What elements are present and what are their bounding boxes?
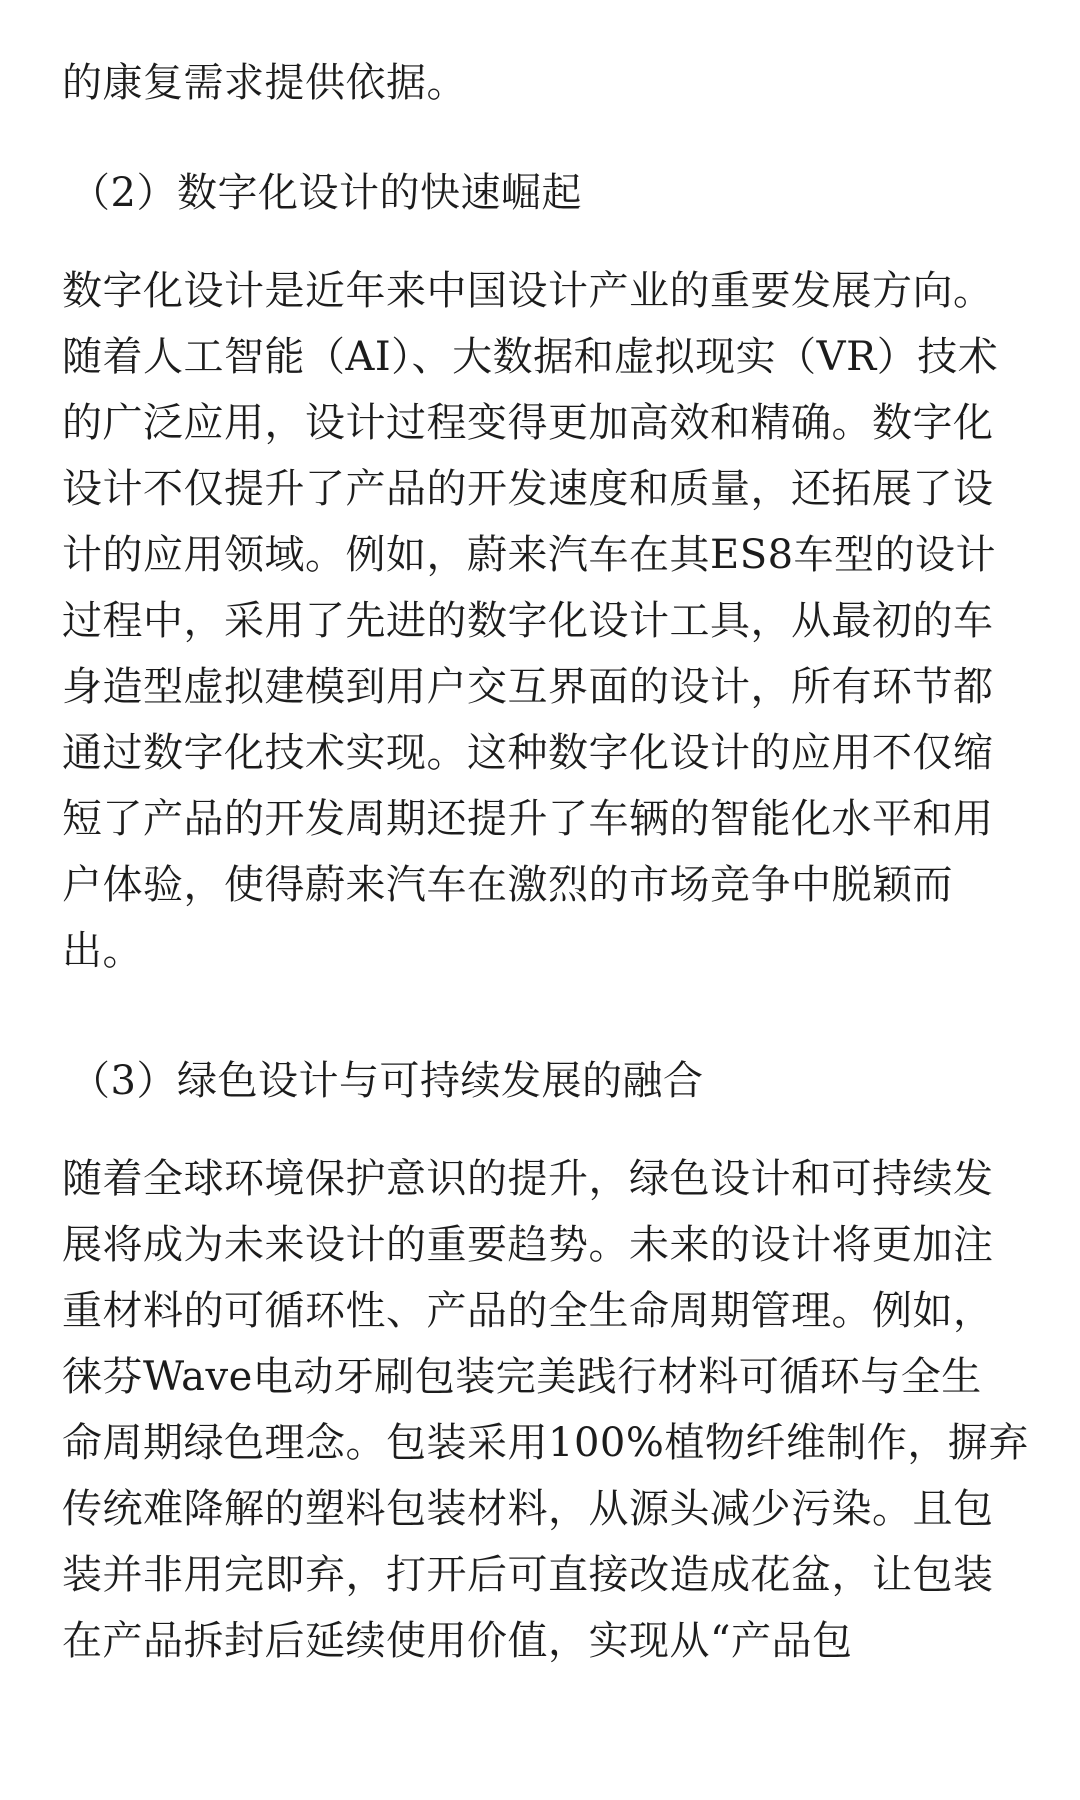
paragraph-line: 展将成为未来设计的重要趋势。未来的设计将更加注 — [62, 1222, 994, 1268]
section-heading-text: （2）数字化设计的快速崛起 — [70, 170, 582, 216]
paragraph-line: 设计不仅提升了产品的开发速度和质量，还拓展了设 — [62, 466, 994, 512]
paragraph-line: 过程中，采用了先进的数字化设计工具，从最初的车 — [62, 598, 994, 644]
paragraph-line: 随着全球环境保护意识的提升，绿色设计和可持续发 — [62, 1156, 994, 1202]
paragraph-line: 户体验，使得蔚来汽车在激烈的市场竞争中脱颖而 — [62, 862, 953, 908]
section-heading-3 — [70, 1048, 1030, 1114]
paragraph-digital-design — [62, 258, 1022, 984]
paragraph-line: 的康复需求提供依据。 — [62, 60, 467, 106]
paragraph-line: 出。 — [62, 928, 143, 974]
section-heading-text: （3）绿色设计与可持续发展的融合 — [70, 1058, 704, 1104]
paragraph-line: 通过数字化技术实现。这种数字化设计的应用不仅缩 — [62, 730, 994, 776]
paragraph-line: 徕芬Wave电动牙刷包装完美践行材料可循环与全生 — [62, 1354, 982, 1400]
paragraph-line: 的广泛应用，设计过程变得更加高效和精确。数字化 — [62, 400, 994, 446]
paragraph-line: 重材料的可循环性、产品的全生命周期管理。例如， — [62, 1288, 994, 1334]
paragraph-line: 短了产品的开发周期还提升了车辆的智能化水平和用 — [62, 796, 994, 842]
paragraph-top — [62, 50, 1022, 116]
paragraph-line: 装并非用完即弃，打开后可直接改造成花盆，让包装 — [62, 1552, 994, 1598]
paragraph-line: 在产品拆封后延续使用价值，实现从“产品包 — [62, 1618, 853, 1664]
paragraph-line: 计的应用领域。例如，蔚来汽车在其ES8车型的设计 — [62, 532, 997, 578]
section-heading-2 — [70, 160, 1030, 226]
paragraph-line: 命周期绿色理念。包装采用100%植物纤维制作，摒弃 — [62, 1420, 1029, 1466]
paragraph-line: 传统难降解的塑料包装材料，从源头减少污染。且包 — [62, 1486, 994, 1532]
paragraph-line: 身造型虚拟建模到用户交互界面的设计，所有环节都 — [62, 664, 994, 710]
paragraph-line: 数字化设计是近年来中国设计产业的重要发展方向。 — [62, 268, 994, 314]
paragraph-line: 随着人工智能（AI）、大数据和虚拟现实（VR）技术 — [62, 334, 999, 380]
paragraph-green-design — [62, 1146, 1029, 1674]
